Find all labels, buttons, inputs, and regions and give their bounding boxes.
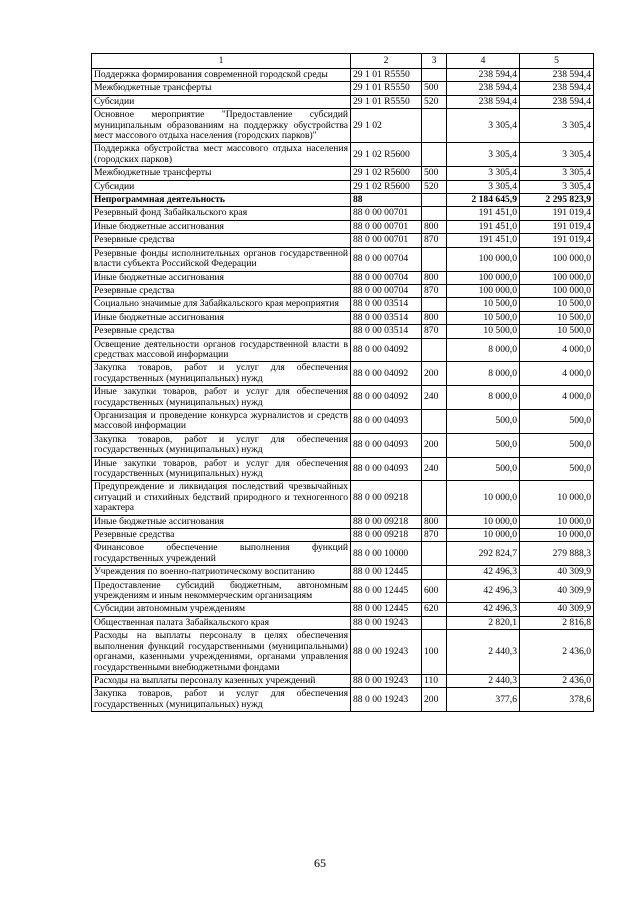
table-row	[92, 566, 594, 579]
row-name: Межбюджетные трансферты	[92, 82, 351, 95]
row-code: 88 0 00 12445	[351, 579, 422, 603]
row-name: Иные закупки товаров, работ и услуг для обеспечения государственных (муниципальных) нужд	[92, 386, 351, 410]
row-type	[422, 194, 447, 207]
row-code: 88 0 00 04092	[351, 338, 422, 362]
row-type: 870	[422, 234, 447, 247]
row-type	[422, 481, 447, 515]
row-code: 88	[351, 194, 422, 207]
table-row	[92, 284, 594, 297]
table-row	[92, 338, 594, 362]
row-type: 200	[422, 362, 447, 386]
row-name: Иные бюджетные ассигнования	[92, 515, 351, 528]
row-value-2: 2 295 823,9	[520, 194, 594, 207]
row-code: 29 1 01 R5550	[351, 82, 422, 95]
row-value-1: 3 305,4	[447, 143, 520, 167]
row-value-2: 2 436,0	[520, 674, 594, 687]
row-value-2: 191 019,4	[520, 220, 594, 233]
row-code: 88 0 00 00701	[351, 207, 422, 220]
row-name: Поддержка формирования современной городской среды	[92, 69, 351, 82]
row-value-2: 100 000,0	[520, 247, 594, 271]
row-code: 29 1 01 R5550	[351, 95, 422, 108]
row-value-1: 3 305,4	[447, 167, 520, 180]
row-value-1: 500,0	[447, 457, 520, 481]
row-name: Предупреждение и ликвидация последствий чрезвычайных ситуаций и стихийных бедствий природного и техногенного характера	[92, 481, 351, 515]
row-value-1: 292 824,7	[447, 542, 520, 566]
row-value-2: 191 019,4	[520, 207, 594, 220]
row-name: Резервные средства	[92, 325, 351, 338]
page-number: 65	[314, 856, 326, 870]
row-type: 800	[422, 311, 447, 324]
row-code: 88 0 00 12445	[351, 566, 422, 579]
row-type: 200	[422, 433, 447, 457]
row-name: Предоставление субсидий бюджетным, автономным учреждениям и иным некоммерческим организациям	[92, 579, 351, 603]
row-name: Закупка товаров, работ и услуг для обеспечения государственных (муниципальных) нужд	[92, 433, 351, 457]
row-value-1: 42 496,3	[447, 603, 520, 616]
row-value-1: 100 000,0	[447, 284, 520, 297]
row-code: 88 0 00 09218	[351, 481, 422, 515]
row-code: 88 0 00 12445	[351, 603, 422, 616]
row-name: Общественная палата Забайкальского края	[92, 616, 351, 629]
row-code: 88 0 00 04093	[351, 457, 422, 481]
table-row	[92, 180, 594, 193]
header-cell: 1	[92, 54, 351, 69]
row-value-2: 238 594,4	[520, 95, 594, 108]
row-code: 88 0 00 04092	[351, 386, 422, 410]
row-value-2: 3 305,4	[520, 109, 594, 143]
row-name: Иные бюджетные ассигнования	[92, 311, 351, 324]
row-name: Субсидии	[92, 180, 351, 193]
row-name: Резервный фонд Забайкальского края	[92, 207, 351, 220]
row-value-2: 10 000,0	[520, 515, 594, 528]
row-value-1: 191 451,0	[447, 234, 520, 247]
row-value-1: 10 500,0	[447, 325, 520, 338]
row-name: Резервные средства	[92, 234, 351, 247]
row-type: 600	[422, 579, 447, 603]
row-type: 870	[422, 529, 447, 542]
row-value-1: 3 305,4	[447, 180, 520, 193]
row-value-1: 2 184 645,9	[447, 194, 520, 207]
row-name: Резервные средства	[92, 284, 351, 297]
row-value-2: 2 816,8	[520, 616, 594, 629]
row-code: 88 0 00 00704	[351, 271, 422, 284]
row-type	[422, 109, 447, 143]
table-row	[92, 298, 594, 311]
row-code: 88 0 00 19243	[351, 616, 422, 629]
row-code: 88 0 00 00704	[351, 284, 422, 297]
row-type: 240	[422, 457, 447, 481]
row-code: 88 0 00 00704	[351, 247, 422, 271]
row-type: 240	[422, 386, 447, 410]
row-code: 88 0 00 09218	[351, 529, 422, 542]
row-value-1: 238 594,4	[447, 69, 520, 82]
row-value-2: 40 309,9	[520, 603, 594, 616]
row-type	[422, 143, 447, 167]
header-cell: 3	[422, 54, 447, 69]
row-value-2: 500,0	[520, 433, 594, 457]
row-value-2: 3 305,4	[520, 143, 594, 167]
row-name: Закупка товаров, работ и услуг для обеспечения государственных (муниципальных) нужд	[92, 688, 351, 712]
row-value-2: 100 000,0	[520, 284, 594, 297]
row-value-1: 10 000,0	[447, 529, 520, 542]
table-row	[92, 69, 594, 82]
row-name: Социально значимые для Забайкальского края мероприятия	[92, 298, 351, 311]
row-type: 110	[422, 674, 447, 687]
table-row	[92, 603, 594, 616]
row-value-1: 10 500,0	[447, 311, 520, 324]
row-type: 500	[422, 82, 447, 95]
row-value-2: 10 500,0	[520, 311, 594, 324]
row-type	[422, 298, 447, 311]
table-row	[92, 109, 594, 143]
row-code: 29 1 02 R5600	[351, 180, 422, 193]
row-type: 520	[422, 180, 447, 193]
row-type: 520	[422, 95, 447, 108]
row-type: 800	[422, 515, 447, 528]
row-code: 29 1 02 R5600	[351, 143, 422, 167]
table-row	[92, 630, 594, 675]
table-row	[92, 529, 594, 542]
row-value-1: 10 500,0	[447, 298, 520, 311]
table-row	[92, 542, 594, 566]
table-header	[92, 54, 594, 69]
row-value-2: 40 309,9	[520, 566, 594, 579]
table-row	[92, 95, 594, 108]
table-row	[92, 409, 594, 433]
table-row	[92, 311, 594, 324]
table-row	[92, 433, 594, 457]
table-row	[92, 207, 594, 220]
header-cell: 4	[447, 54, 520, 69]
row-code: 88 0 00 04093	[351, 409, 422, 433]
table-row	[92, 325, 594, 338]
row-type: 200	[422, 688, 447, 712]
row-value-1: 377,6	[447, 688, 520, 712]
row-code: 88 0 00 04093	[351, 433, 422, 457]
row-code: 29 1 02	[351, 109, 422, 143]
row-name: Резервные средства	[92, 529, 351, 542]
row-value-2: 4 000,0	[520, 386, 594, 410]
budget-table	[91, 53, 594, 712]
row-type: 500	[422, 167, 447, 180]
row-type	[422, 616, 447, 629]
table-row	[92, 194, 594, 207]
row-value-1: 100 000,0	[447, 247, 520, 271]
row-value-2: 238 594,4	[520, 69, 594, 82]
row-type	[422, 247, 447, 271]
table-row	[92, 143, 594, 167]
table-row	[92, 616, 594, 629]
row-value-1: 500,0	[447, 433, 520, 457]
row-value-1: 238 594,4	[447, 82, 520, 95]
row-name: Организация и проведение конкурса журналистов и средств массовой информации	[92, 409, 351, 433]
row-code: 88 0 00 19243	[351, 688, 422, 712]
row-value-1: 10 000,0	[447, 515, 520, 528]
row-type: 620	[422, 603, 447, 616]
row-value-2: 500,0	[520, 457, 594, 481]
table-row	[92, 271, 594, 284]
table-body	[92, 69, 594, 712]
row-name: Субсидии	[92, 95, 351, 108]
row-value-1: 2 440,3	[447, 630, 520, 675]
row-value-2: 10 500,0	[520, 325, 594, 338]
row-code: 88 0 00 10000	[351, 542, 422, 566]
row-name: Резервные фонды исполнительных органов государственной власти субъекта Российской Федерации	[92, 247, 351, 271]
row-name: Межбюджетные трансферты	[92, 167, 351, 180]
row-name: Иные закупки товаров, работ и услуг для обеспечения государственных (муниципальных) нужд	[92, 457, 351, 481]
table-row	[92, 234, 594, 247]
row-code: 88 0 00 04092	[351, 362, 422, 386]
row-name: Основное мероприятие "Предоставление субсидий муниципальным образованиям на поддержку обустройства мест массового отдыха населения (городских парков)"	[92, 109, 351, 143]
row-value-2: 100 000,0	[520, 271, 594, 284]
row-value-1: 2 440,3	[447, 674, 520, 687]
row-value-1: 2 820,1	[447, 616, 520, 629]
header-cell: 5	[520, 54, 594, 69]
row-code: 29 1 02 R5600	[351, 167, 422, 180]
table-row	[92, 579, 594, 603]
table-row	[92, 220, 594, 233]
row-value-1: 8 000,0	[447, 362, 520, 386]
row-value-1: 42 496,3	[447, 566, 520, 579]
row-code: 88 0 00 03514	[351, 298, 422, 311]
row-value-2: 378,6	[520, 688, 594, 712]
table-row	[92, 481, 594, 515]
row-code: 88 0 00 19243	[351, 674, 422, 687]
row-value-2: 238 594,4	[520, 82, 594, 95]
row-type: 800	[422, 271, 447, 284]
row-code: 88 0 00 19243	[351, 630, 422, 675]
row-value-2: 10 500,0	[520, 298, 594, 311]
row-code: 88 0 00 03514	[351, 325, 422, 338]
row-type	[422, 542, 447, 566]
row-value-1: 3 305,4	[447, 109, 520, 143]
row-value-1: 191 451,0	[447, 220, 520, 233]
row-name: Закупка товаров, работ и услуг для обеспечения государственных (муниципальных) нужд	[92, 362, 351, 386]
row-type: 800	[422, 220, 447, 233]
row-name: Иные бюджетные ассигнования	[92, 271, 351, 284]
row-value-1: 8 000,0	[447, 338, 520, 362]
row-code: 88 0 00 00701	[351, 234, 422, 247]
row-code: 88 0 00 03514	[351, 311, 422, 324]
row-value-2: 191 019,4	[520, 234, 594, 247]
row-value-2: 3 305,4	[520, 180, 594, 193]
row-code: 88 0 00 00701	[351, 220, 422, 233]
row-name: Поддержка обустройства мест массового отдыха населения (городских парков)	[92, 143, 351, 167]
row-code: 29 1 01 R5550	[351, 69, 422, 82]
row-code: 88 0 00 09218	[351, 515, 422, 528]
row-value-2: 3 305,4	[520, 167, 594, 180]
row-name: Финансовое обеспечение выполнения функций государственных учреждений	[92, 542, 351, 566]
row-name: Расходы на выплаты персоналу в целях обеспечения выполнения функций государственными (муниципальными) органами, казенными учреждениями, органами управления государственными внебюджетными фондами	[92, 630, 351, 675]
row-name: Расходы на выплаты персоналу казенных учреждений	[92, 674, 351, 687]
row-name: Непрограммная деятельность	[92, 194, 351, 207]
row-value-2: 4 000,0	[520, 362, 594, 386]
table-row	[92, 167, 594, 180]
table-row	[92, 688, 594, 712]
row-value-1: 8 000,0	[447, 386, 520, 410]
row-value-1: 10 000,0	[447, 481, 520, 515]
row-name: Иные бюджетные ассигнования	[92, 220, 351, 233]
row-name: Субсидии автономным учреждениям	[92, 603, 351, 616]
row-value-1: 191 451,0	[447, 207, 520, 220]
row-name: Освещение деятельности органов государственной власти в средствах массовой информации	[92, 338, 351, 362]
row-value-2: 4 000,0	[520, 338, 594, 362]
row-name: Учреждения по военно-патриотическому воспитанию	[92, 566, 351, 579]
row-value-2: 10 000,0	[520, 481, 594, 515]
row-type: 100	[422, 630, 447, 675]
row-value-1: 500,0	[447, 409, 520, 433]
table-row	[92, 82, 594, 95]
row-type	[422, 207, 447, 220]
table-row	[92, 386, 594, 410]
table-row	[92, 247, 594, 271]
row-value-1: 100 000,0	[447, 271, 520, 284]
table-row	[92, 515, 594, 528]
header-cell: 2	[351, 54, 422, 69]
table-row	[92, 457, 594, 481]
row-value-2: 10 000,0	[520, 529, 594, 542]
table-row	[92, 674, 594, 687]
row-value-2: 40 309,9	[520, 579, 594, 603]
row-value-2: 279 888,3	[520, 542, 594, 566]
row-value-2: 2 436,0	[520, 630, 594, 675]
row-value-1: 238 594,4	[447, 95, 520, 108]
row-type	[422, 566, 447, 579]
row-value-2: 500,0	[520, 409, 594, 433]
row-type: 870	[422, 284, 447, 297]
row-value-1: 42 496,3	[447, 579, 520, 603]
row-type: 870	[422, 325, 447, 338]
row-type	[422, 338, 447, 362]
row-type	[422, 69, 447, 82]
table-row	[92, 362, 594, 386]
row-type	[422, 409, 447, 433]
